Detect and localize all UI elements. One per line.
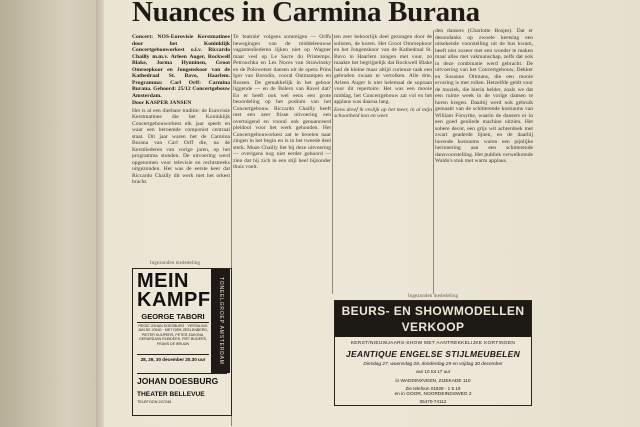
ad-dates: Dinsdag 27, woensdag 28, donderdag 29 en vrijdag 30 december [363, 362, 503, 367]
ad-time: van 10 tot 17 uur [415, 369, 451, 374]
ad-title-line-2: VERKOOP [401, 320, 465, 334]
page-binding [96, 0, 104, 427]
article-column-3 [334, 34, 432, 292]
ad-title: MEIN KAMPF [137, 270, 211, 311]
ad-divider [137, 373, 227, 374]
article-column-2 [233, 34, 331, 426]
ad-location-2: en in GOOR, NOORDEINDSWEG 2 [394, 392, 472, 397]
ad-subtitle: KERST/NIEUWJAARS-SHOW MET AANTREKKELIJKE KORTINGEN [350, 341, 516, 346]
ad-director: JOHAN DOESBURG [137, 376, 219, 386]
ad-label-left: Ingezonden mededeling [150, 261, 201, 266]
column-divider [433, 30, 434, 294]
ad-author: GEORGE TABORI [141, 312, 205, 321]
ad-theater: THEATER BELLEVUE [137, 391, 205, 398]
column-2-text: Te 'teatrale' volgens sommigen — Orffs bewegingen van de middeleeuwse vagantenliederen lijken niet op Wagner maar veel op Le Sacre du Printemps. Petrouchka en Les Noces van Strawinsky en de Polowetser dansen uit de opera Prins Igor van Borodin, vooral Ontmantpen en Russen. De gemakkelijk in het gehoor liggende — en de Bolero van Ravel dat? En er heeft ook wel eens een grote beoordeling op het podium van het Concertgebouw. Riccardo Chailly heeft met een zeer frisse uitvoering een overtuigend en vooral ook genuanceerd pleidooi voor het werk gehouden. Het Concertgebouworkest zat te broeien naar zingen in het begin en is in het tweede deel sterk. Muze Chailly liet bij deze uitvoering — overigens nog niet eerder gehoord — zien dat hij zich in een stijl heel bijzonder thuis voelt. [233, 34, 331, 170]
ad-divider [137, 322, 209, 323]
ad-phone: TELEFOON 247248 [137, 400, 172, 404]
article-byline: Door KASPER JANSEN [132, 100, 192, 106]
ad-divider [137, 354, 209, 355]
column-1-text: Het is al een dierbare traditie: de Eurovisie Kerstmatinee die het Koninklijk Concertgebouworkest elk jaar speelt en waar een beroemde componist centraal staat. Dit jaar waren het de Carmina Burana van Carl Orff die, na de Kerstliederen van vorige jaren, op het programma stonden. De uitvoering werd opgenomen voor televisie en rechtstreeks uitgezonden. Het was de eerste keer dat Riccardo Chailly dit werk met het orkest bracht. [132, 107, 230, 185]
ad-vertical-banner: TONEELGROEP AMSTERDAM [211, 269, 230, 373]
column-3-text: ten zeer behoorlijk deel gezongen door de solisten, de koren. Het Groot Omroepkoor en het Jongenskoor van de Kathedraal St. Bavo in Haarlem zongen met vuur, zo maakte het begrijpelijk dat Rockwell Blake had de kleine maar altijd curieuze taak een gebraden zwaan te vertolken. Alle drie, Arleen Auger is niet helemaal de sopraan voor dit repertoire. Het was een mooie middag, het Concertgebouw zat vol en het applaus was daarna lang. [334, 34, 432, 105]
column-divider [332, 34, 333, 294]
ad-hours: Zie telefoon 01828 - 1 5 19 [405, 386, 461, 391]
column-4-text: den dansers (Charlotte Bosjes). Dat er desondanks op zwoele keetslag een uitsekende voorstelling uit de bus kwam, heeft niet zozeer met een wonder te maken maar alles met vakmanschap, zelfs dat ook in deze combinatie werd gebracht. De uitvoering van het Concertgebouw, Dekker en Susanne Oltmans, die een mooie ervaring is met rollen. Hetzelfde geldt voor de muziek, die hierin helder, zoals we dat een ruime week in de vorige dansen te horen kregen. Daarbij werd ook gebruik gemaakt van de schitterende kostuums van William Forsythe, waarin de dansers er in een goed geoliede machine uitzien. Het sobere decor, een grijs wit achterdoek met zwart geaderde lijnen, en de daarbij horende kostuums waren een pijnlijke herinnering aan een schitterende dansvoorstelling. Het publiek verwelkomde Waldo's stuk met warm applaus. [435, 28, 533, 164]
ad-location-1: in WADDINXVEEN, ZIJEKADE 110 [395, 379, 471, 384]
article-column-4 [435, 28, 533, 292]
ad-title-line-1: BEURS- EN SHOWMODELLEN [341, 304, 525, 318]
ad-telephone: 05470-74112 [419, 399, 447, 404]
ad-brand: JEANTIQUE ENGELSE STIJLMEUBELEN [345, 349, 521, 359]
column-3-quote: Eens dreef ik vrolijk op het meer, in al mijn schoonheid kon en weer. [334, 106, 432, 119]
mein-kampf-ad [132, 268, 232, 416]
article-headline: Nuances in Carmina Burana [132, 0, 480, 28]
concert-credits: Concert: NOS-Eurovisie Kerstmatinee door het Koninklijk Concertgebouworkest o.l.v. Riccardo Chailly m.m.v. Arleen Auger, Rockwell Blake, Jorma Hynninen, Groot Omroepkoor en Jongenskoor van de Kathedraal St. Bavo, Haarlem. Programma: Carl Orff: Carmina Burana. Gehoord: 25/12 Concertgebouw Amsterdam. [132, 34, 230, 99]
beurs-showmodellen-ad [334, 300, 532, 406]
adjacent-page-edge [0, 0, 96, 427]
ad-credits: REGIE JOHAN DOESBURG · VERTALING JAN DE JONG · MET DIRK ZEELENBERG, PIETER KUIJPERS, PETER ZAKONA, GERARDJAN RIJNDERS, PIET BUDERS, FRANS DE BRUIJN [137, 324, 209, 346]
article-column-1 [132, 34, 230, 256]
ad-dates: 28, 29, 30 december 20.30 uur [140, 357, 206, 362]
ad-label-right: Ingezonden mededeling [408, 294, 459, 299]
